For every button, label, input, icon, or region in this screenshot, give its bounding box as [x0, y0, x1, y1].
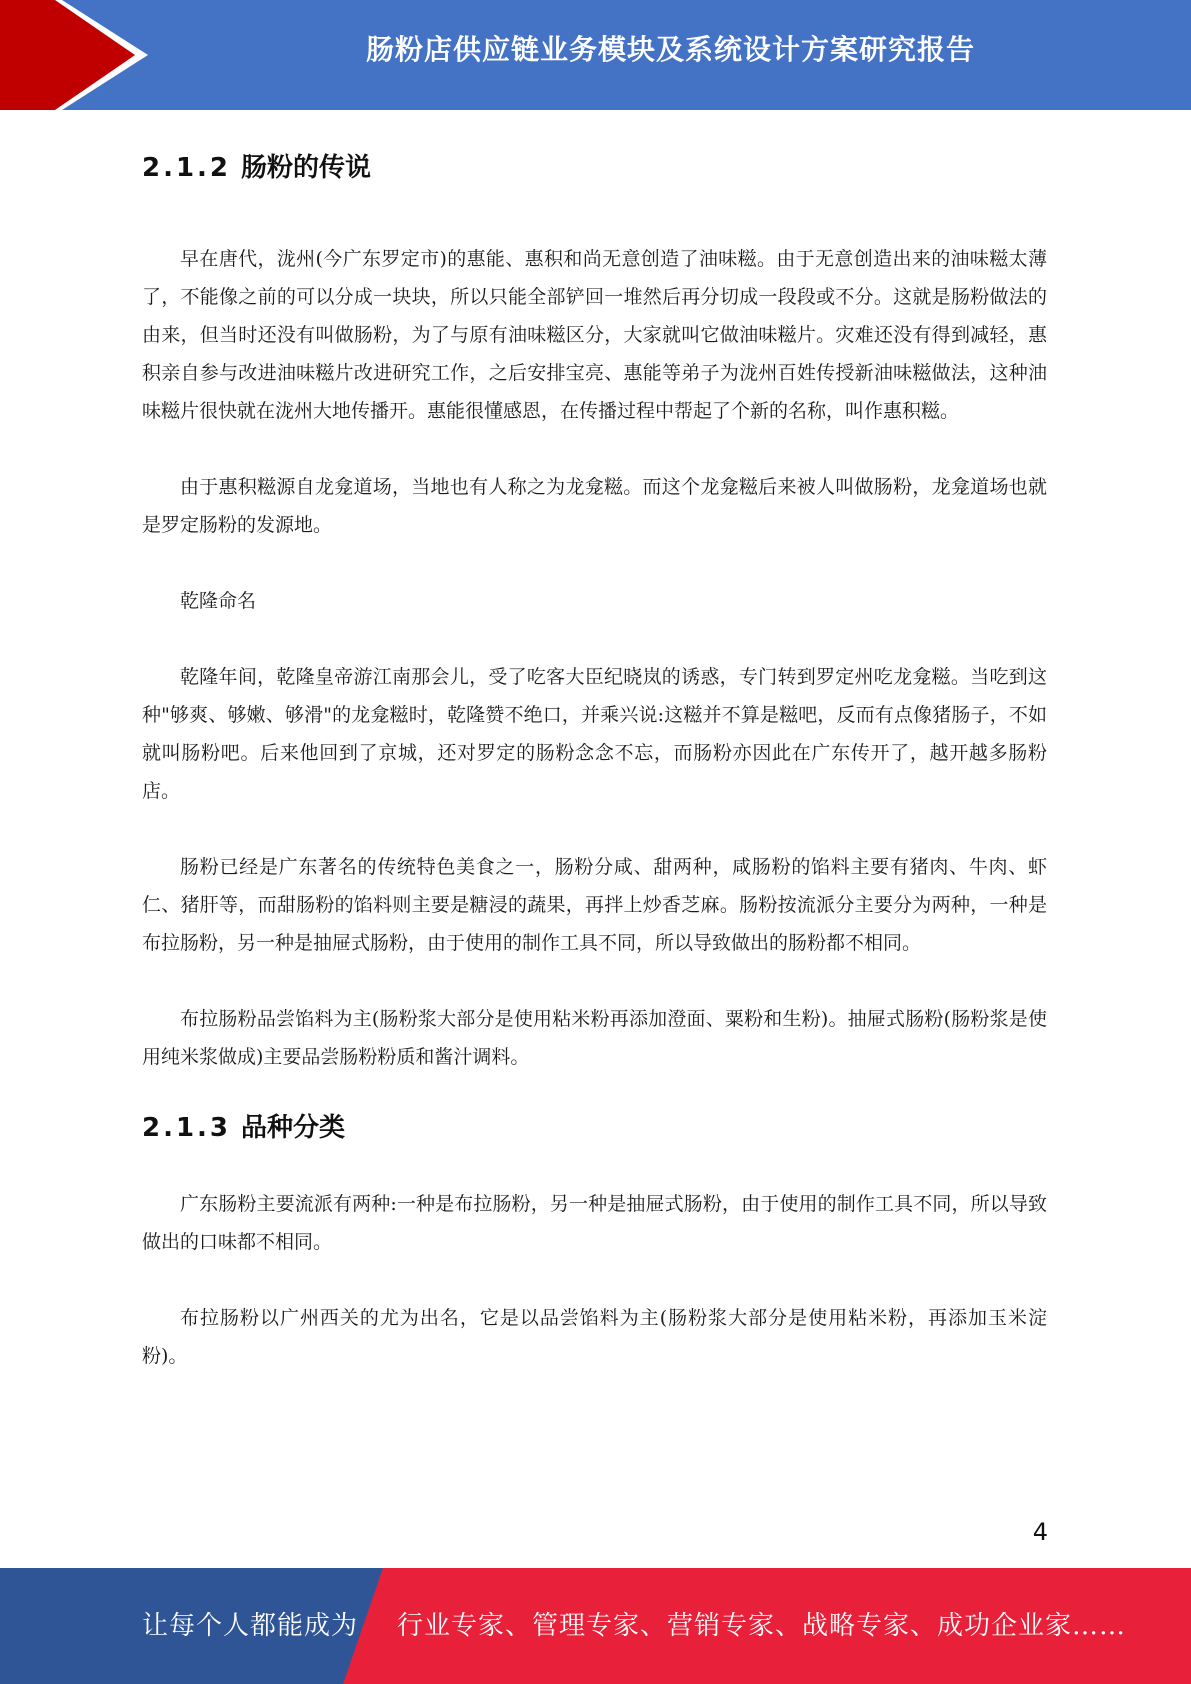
paragraph: 广东肠粉主要流派有两种:一种是布拉肠粉，另一种是抽屉式肠粉，由于使用的制作工具不同，所以导致做出的口味都不相同。: [142, 1192, 1047, 1253]
footer-slogan-left: 让每个人都能成为: [142, 1611, 359, 1641]
footer-slogan-right: 行业专家、管理专家、营销专家、战略专家、成功企业家……: [397, 1611, 1127, 1641]
section-heading: [142, 150, 1047, 186]
document-body: [142, 150, 1047, 1375]
page-footer: [0, 1568, 1191, 1684]
section-number: 2.1.2: [142, 153, 232, 183]
paragraph: 由于惠积糍源自龙龛道场，当地也有人称之为龙龛糍。而这个龙龛糍后来被人叫做肠粉，龙龛道场也就是罗定肠粉的发源地。: [142, 476, 1047, 537]
section-title: 品种分类: [241, 1113, 346, 1144]
page-number: 4: [1032, 1518, 1048, 1546]
paragraph: 肠粉已经是广东著名的传统特色美食之一，肠粉分咸、甜两种，咸肠粉的馅料主要有猪肉、牛肉、虾仁、猪肝等，而甜肠粉的馅料则主要是糖浸的蔬果，再拌上炒香芝麻。肠粉按流派分主要分为两种，一种是布拉肠粉，另一种是抽屉式肠粉，由于使用的制作工具不同，所以导致做出的肠粉都不相同。: [142, 856, 1047, 955]
paragraph: 乾隆年间，乾隆皇帝游江南那会儿，受了吃客大臣纪晓岚的诱惑，专门转到罗定州吃龙龛糍。当吃到这种"够爽、够嫩、够滑"的龙龛糍时，乾隆赞不绝口，并乘兴说:这糍并不算是糍吧，反而有点像猪肠子，不如就叫肠粉吧。后来他回到了京城，还对罗定的肠粉念念不忘，而肠粉亦因此在广东传开了，越开越多肠粉店。: [142, 666, 1047, 803]
section-number: 2.1.3: [142, 1113, 232, 1144]
paragraph: 早在唐代，泷州(今广东罗定市)的惠能、惠积和尚无意创造了油味糍。由于无意创造出来的油味糍太薄了，不能像之前的可以分成一块块，所以只能全部铲回一堆然后再分切成一段段或不分。这就是肠粉做法的由来，但当时还没有叫做肠粉，为了与原有油味糍区分，大家就叫它做油味糍片。灾难还没有得到减轻，惠积亲自参与改进油味糍片改进研究工作，之后安排宝亮、惠能等弟子为泷州百姓传授新油味糍做法，这种油味糍片很快就在泷州大地传播开。惠能很懂感恩，在传播过程中帮起了个新的名称，叫作惠积糍。: [142, 248, 1047, 423]
header-arrow-icon: [0, 0, 150, 110]
subheading-paragraph: 乾隆命名: [180, 590, 257, 613]
paragraph: 布拉肠粉以广州西关的尤为出名，它是以品尝馅料为主(肠粉浆大部分是使用粘米粉，再添加玉米淀粉)。: [142, 1306, 1047, 1367]
report-title: 肠粉店供应链业务模块及系统设计方案研究报告: [365, 33, 975, 66]
section-title: 肠粉的传说: [241, 153, 372, 183]
paragraph: 布拉肠粉品尝馅料为主(肠粉浆大部分是使用粘米粉再添加澄面、粟粉和生粉)。抽屉式肠粉(肠粉浆是使用纯米浆做成)主要品尝肠粉粉质和酱汁调料。: [142, 1008, 1047, 1069]
page-header: [0, 0, 1191, 110]
section-heading: [142, 1110, 1047, 1146]
